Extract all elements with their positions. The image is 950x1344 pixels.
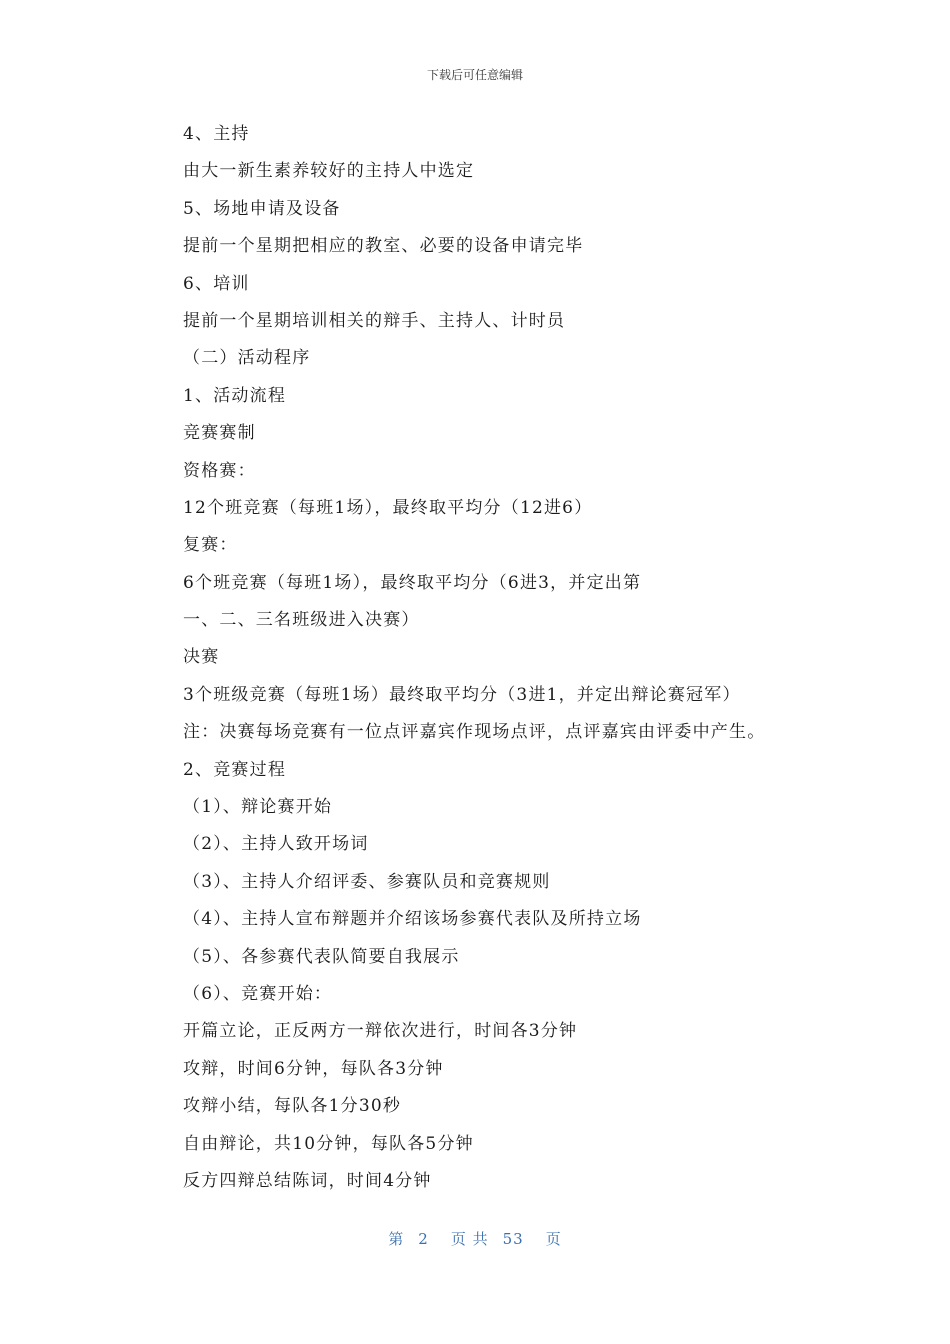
paragraph: 一、二、三名班级进入决赛） [183, 610, 420, 631]
paragraph: 决赛 [183, 647, 220, 668]
list-item: （4）、主持人宣布辩题并介绍该场参赛代表队及所持立场 [183, 909, 642, 930]
section-heading-procedure: （二）活动程序 [183, 348, 311, 369]
footer-suffix: 页 [545, 1230, 562, 1248]
page-header: 下载后可任意编辑 [426, 68, 523, 82]
page-footer [0, 1228, 950, 1249]
footer-prefix: 第 [388, 1230, 405, 1248]
document-body [183, 121, 823, 1205]
paragraph: 攻辩，时间6分钟，每队各3分钟 [183, 1058, 444, 1079]
paragraph: 攻辩小结，每队各1分30秒 [183, 1096, 402, 1117]
paragraph: 开篇立论，正反两方一辩依次进行，时间各3分钟 [183, 1021, 578, 1042]
paragraph: 3个班级竞赛（每班1场）最终取平均分（3进1，并定出辩论赛冠军） [183, 684, 741, 705]
paragraph: 提前一个星期培训相关的辩手、主持人、计时员 [183, 310, 566, 331]
section-heading-host: 4、主持 [183, 124, 250, 144]
paragraph: 竞赛赛制 [183, 423, 256, 444]
total-pages-number: 53 [502, 1230, 524, 1248]
list-item: （6）、竞赛开始： [183, 983, 333, 1004]
section-heading-training: 6、培训 [183, 273, 250, 294]
paragraph: 提前一个星期把相应的教室、必要的设备申请完毕 [183, 236, 584, 257]
footer-middle: 页 共 [450, 1230, 489, 1248]
list-item: （3）、主持人介绍评委、参赛队员和竞赛规则 [183, 871, 551, 892]
section-heading-venue: 5、场地申请及设备 [183, 198, 341, 219]
list-item: （5）、各参赛代表队简要自我展示 [183, 946, 460, 967]
paragraph: 6个班竞赛（每班1场），最终取平均分（6进3，并定出第 [183, 572, 642, 593]
note-paragraph: 注：决赛每场竞赛有一位点评嘉宾作现场点评，点评嘉宾由评委中产生。 [183, 722, 766, 743]
paragraph: 资格赛： [183, 460, 256, 481]
paragraph: 复赛： [183, 535, 238, 556]
paragraph: 由大一新生素养较好的主持人中选定 [183, 161, 475, 182]
paragraph: 自由辩论，共10分钟，每队各5分钟 [183, 1133, 474, 1154]
current-page-number: 2 [418, 1230, 429, 1248]
section-heading-process: 2、竞赛过程 [183, 759, 287, 780]
list-item: （2）、主持人致开场词 [183, 834, 369, 855]
list-item: （1）、辩论赛开始 [183, 797, 333, 818]
paragraph: 反方四辩总结陈词，时间4分钟 [183, 1170, 432, 1191]
paragraph: 12个班竞赛（每班1场），最终取平均分（12进6） [183, 497, 593, 518]
section-heading-flow: 1、活动流程 [183, 385, 287, 406]
